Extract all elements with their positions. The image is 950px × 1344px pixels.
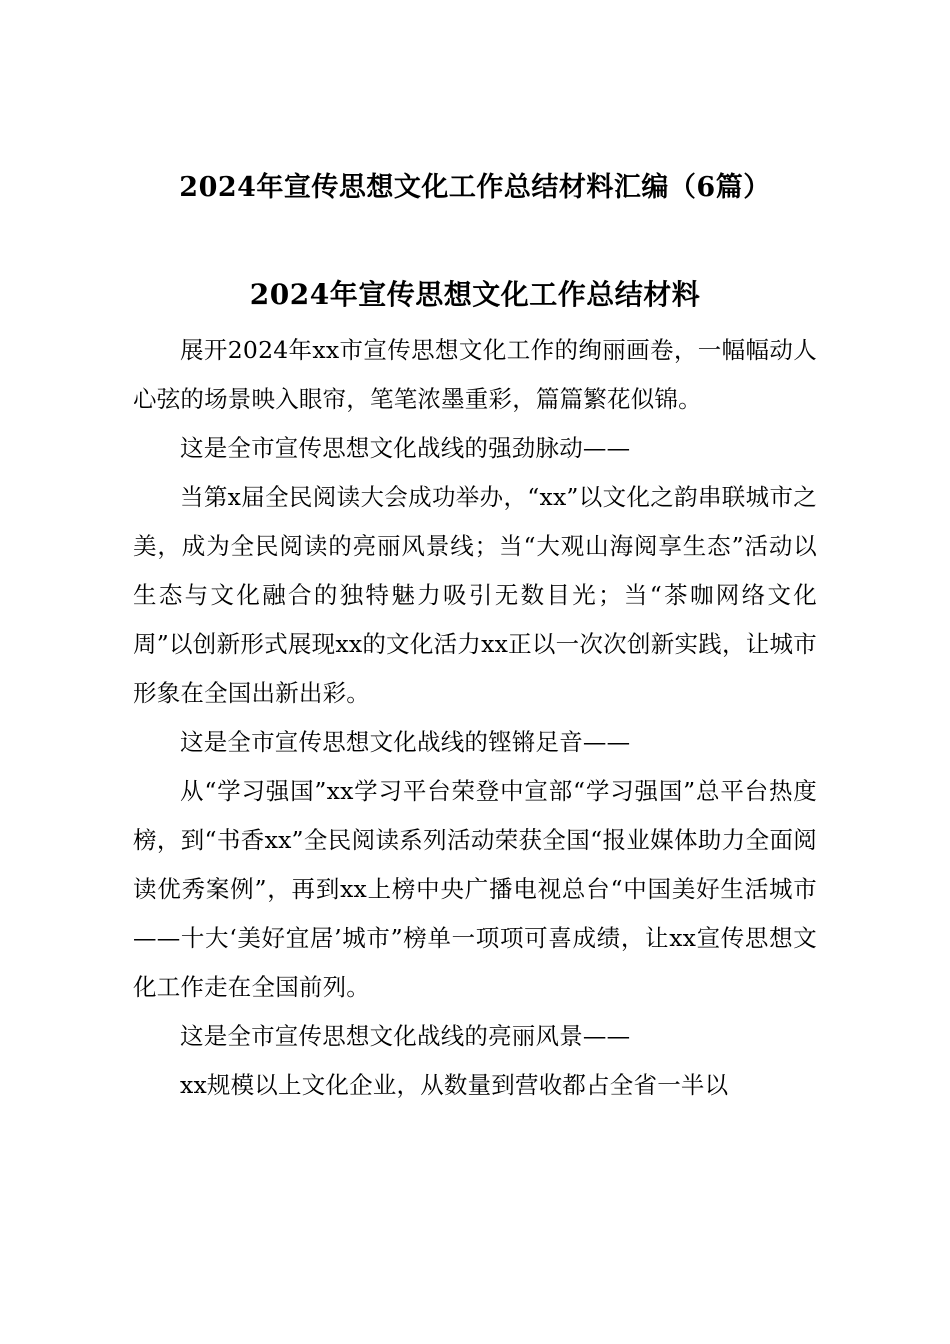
paragraph: 这是全市宣传思想文化战线的亮丽风景—— [180, 1022, 631, 1050]
paragraph: 这是全市宣传思想文化战线的强劲脉动—— [180, 434, 631, 462]
paragraph: 这是全市宣传思想文化战线的铿锵足音—— [180, 728, 631, 756]
paragraph: 从“学习强国”xx学习平台荣登中宣部“学习强国”总平台热度榜，到“书香xx”全民阅读系列活动荣获全国“报业媒体助力全面阅读优秀案例”，再到xx上榜中央广播电视总台“中国美好生活城市——十大‘美好宜居’城市”榜单一项项可喜成绩，让xx宣传思想文化工作走在全国前列。 [133, 777, 817, 1001]
document-title: 2024年宣传思想文化工作总结材料汇编（6篇） [179, 172, 771, 203]
document-body [133, 326, 817, 1110]
paragraph: xx规模以上文化企业，从数量到营收都占全省一半以 [180, 1071, 729, 1099]
paragraph: 当第x届全民阅读大会成功举办，“xx”以文化之韵串联城市之美，成为全民阅读的亮丽风景线；当“大观山海阅享生态”活动以生态与文化融合的独特魅力吸引无数目光；当“茶咖网络文化周”以创新形式展现xx的文化活力xx正以一次次创新实践，让城市形象在全国出新出彩。 [133, 483, 817, 707]
document-subtitle: 2024年宣传思想文化工作总结材料 [249, 278, 701, 311]
paragraph: 展开2024年xx市宣传思想文化工作的绚丽画卷，一幅幅动人心弦的场景映入眼帘，笔笔浓墨重彩，篇篇繁花似锦。 [133, 336, 817, 413]
page-bottom-margin [0, 1260, 950, 1344]
